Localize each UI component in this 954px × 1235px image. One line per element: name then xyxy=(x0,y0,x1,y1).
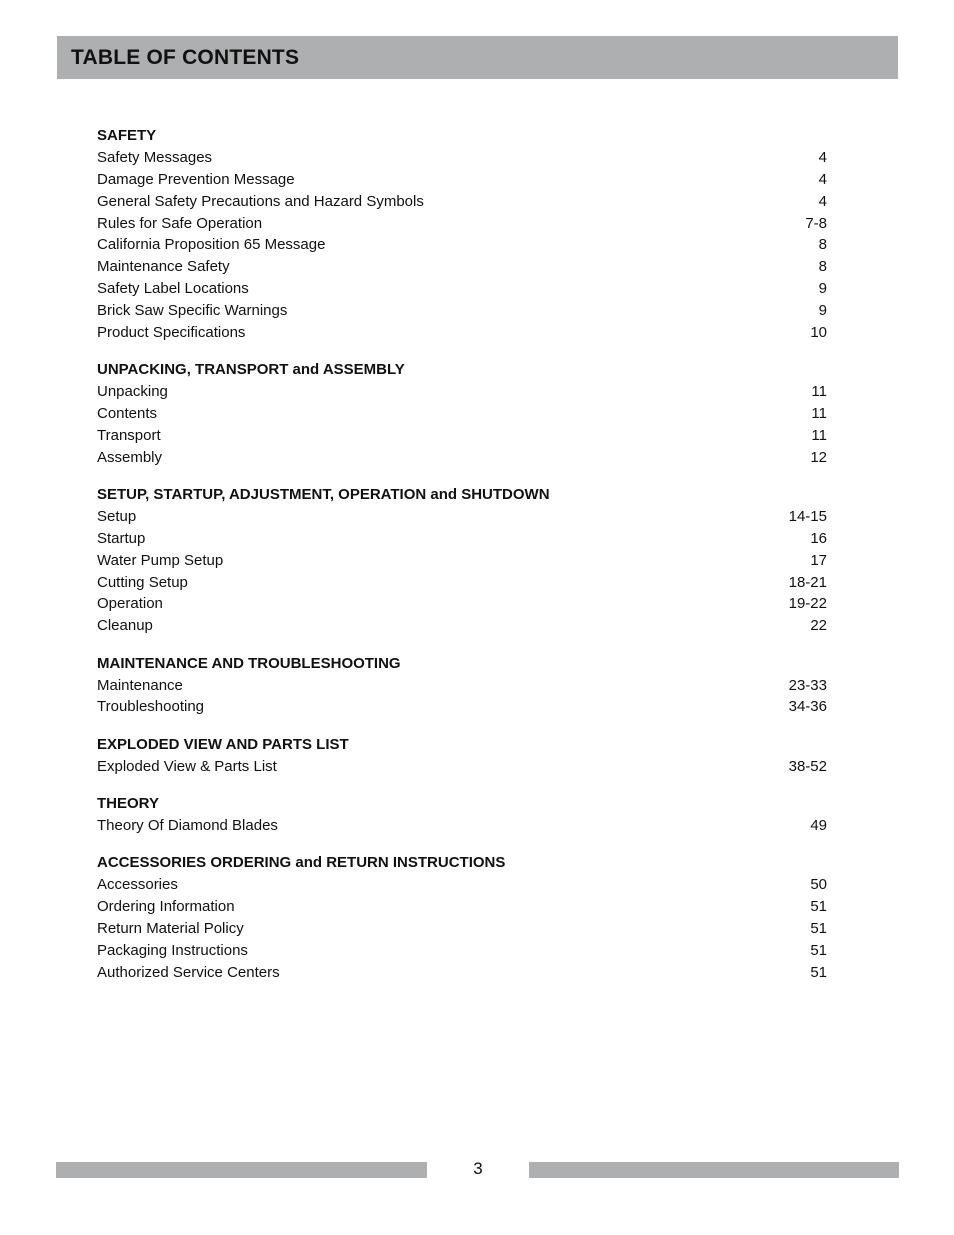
entry-label: Product Specifications xyxy=(97,323,246,341)
toc-section xyxy=(97,653,827,719)
footer-bar-right xyxy=(529,1162,899,1178)
toc-entry xyxy=(97,874,827,896)
entry-page: 18-21 xyxy=(788,573,827,591)
entry-label: Damage Prevention Message xyxy=(97,170,295,188)
entry-label: Water Pump Setup xyxy=(97,551,224,569)
entry-label: Cutting Setup xyxy=(97,573,188,591)
entry-page: 4 xyxy=(818,170,827,188)
toc-section xyxy=(97,484,827,637)
entry-page: 11 xyxy=(811,426,827,444)
entry-page: 7-8 xyxy=(805,214,827,232)
entry-page: 10 xyxy=(810,323,827,341)
entry-label: Troubleshooting xyxy=(97,698,205,716)
entry-label: Operation xyxy=(97,595,163,613)
entry-label: Authorized Service Centers xyxy=(97,963,280,981)
table-of-contents xyxy=(97,125,827,999)
toc-entry xyxy=(97,191,827,213)
toc-section xyxy=(97,125,827,344)
entry-label: Contents xyxy=(97,404,158,422)
header-bar xyxy=(57,36,898,79)
entry-label: Unpacking xyxy=(97,383,168,401)
toc-entry xyxy=(97,815,827,837)
entry-label: Safety Messages xyxy=(97,149,213,166)
toc-entry xyxy=(97,593,827,615)
section-heading: SETUP, STARTUP, ADJUSTMENT, OPERATION and SHUTDOWN xyxy=(97,485,550,503)
section-heading: THEORY xyxy=(97,795,159,813)
toc-entry xyxy=(97,918,827,940)
toc-entry xyxy=(97,550,827,572)
section-heading: SAFETY xyxy=(97,127,157,144)
toc-entry xyxy=(97,896,827,918)
entry-page: 11 xyxy=(811,383,827,401)
section-heading: MAINTENANCE AND TROUBLESHOOTING xyxy=(97,654,401,672)
entry-label: Exploded View & Parts List xyxy=(97,757,277,775)
toc-entry xyxy=(97,234,827,256)
toc-entry xyxy=(97,506,827,528)
entry-label: Setup xyxy=(97,507,137,525)
toc-entry xyxy=(97,381,827,403)
toc-entry xyxy=(97,256,827,278)
entry-page: 16 xyxy=(810,529,827,547)
entry-label: Rules for Safe Operation xyxy=(97,214,263,232)
toc-section xyxy=(97,359,827,468)
entry-label: Packaging Instructions xyxy=(97,941,248,959)
toc-section xyxy=(97,734,827,778)
entry-page: 8 xyxy=(818,236,827,254)
entry-page: 22 xyxy=(810,617,827,635)
entry-page: 51 xyxy=(810,920,827,938)
entry-page: 12 xyxy=(810,448,827,466)
toc-entry xyxy=(97,278,827,300)
toc-entry xyxy=(97,940,827,962)
toc-entry xyxy=(97,756,827,778)
entry-page: 9 xyxy=(818,280,827,298)
entry-label: Cleanup xyxy=(97,617,153,635)
entry-page: 11 xyxy=(811,404,827,422)
entry-page: 51 xyxy=(810,963,827,981)
toc-entry xyxy=(97,403,827,425)
entry-page: 4 xyxy=(818,149,827,166)
toc-section xyxy=(97,852,827,983)
entry-label: General Safety Precautions and Hazard Symbols xyxy=(97,192,424,210)
toc-entry xyxy=(97,147,827,169)
section-heading: UNPACKING, TRANSPORT and ASSEMBLY xyxy=(97,361,405,379)
toc-entry xyxy=(97,528,827,550)
toc-entry xyxy=(97,213,827,235)
entry-page: 17 xyxy=(810,551,827,569)
entry-page: 49 xyxy=(810,817,827,835)
entry-label: Accessories xyxy=(97,876,178,894)
entry-label: Safety Label Locations xyxy=(97,280,249,298)
entry-page: 51 xyxy=(810,941,827,959)
toc-entry xyxy=(97,425,827,447)
entry-page: 8 xyxy=(818,258,827,276)
entry-page: 14-15 xyxy=(788,507,827,525)
entry-page: 51 xyxy=(810,898,827,916)
toc-entry xyxy=(97,572,827,594)
entry-label: Brick Saw Specific Warnings xyxy=(97,301,288,319)
entry-label: Ordering Information xyxy=(97,898,235,916)
entry-page: 9 xyxy=(818,301,827,319)
entry-page: 50 xyxy=(810,876,827,894)
page-number: 3 xyxy=(473,1159,483,1178)
entry-page: 23-33 xyxy=(788,676,827,694)
entry-label: Theory Of Diamond Blades xyxy=(97,817,278,835)
entry-label: Startup xyxy=(97,529,146,547)
toc-entry xyxy=(97,322,827,344)
toc-entry xyxy=(97,675,827,697)
page-title: TABLE OF CONTENTS xyxy=(71,45,300,69)
entry-label: Return Material Policy xyxy=(97,920,244,938)
toc-entry xyxy=(97,169,827,191)
entry-label: Assembly xyxy=(97,448,163,466)
entry-label: Maintenance Safety xyxy=(97,258,230,276)
toc-entry xyxy=(97,447,827,469)
entry-label: Maintenance xyxy=(97,676,183,694)
entry-page: 19-22 xyxy=(788,595,827,613)
toc-entry xyxy=(97,962,827,984)
section-heading: EXPLODED VIEW AND PARTS LIST xyxy=(97,735,349,753)
entry-label: Transport xyxy=(97,426,161,444)
entry-page: 38-52 xyxy=(788,757,827,775)
footer-bar-left xyxy=(56,1162,427,1178)
toc-entry xyxy=(97,696,827,718)
entry-page: 4 xyxy=(818,192,827,210)
entry-page: 34-36 xyxy=(788,698,827,716)
toc-entry xyxy=(97,300,827,322)
section-heading: ACCESSORIES ORDERING and RETURN INSTRUCTIONS xyxy=(97,854,506,872)
entry-label: California Proposition 65 Message xyxy=(97,236,326,254)
toc-section xyxy=(97,793,827,837)
toc-entry xyxy=(97,615,827,637)
